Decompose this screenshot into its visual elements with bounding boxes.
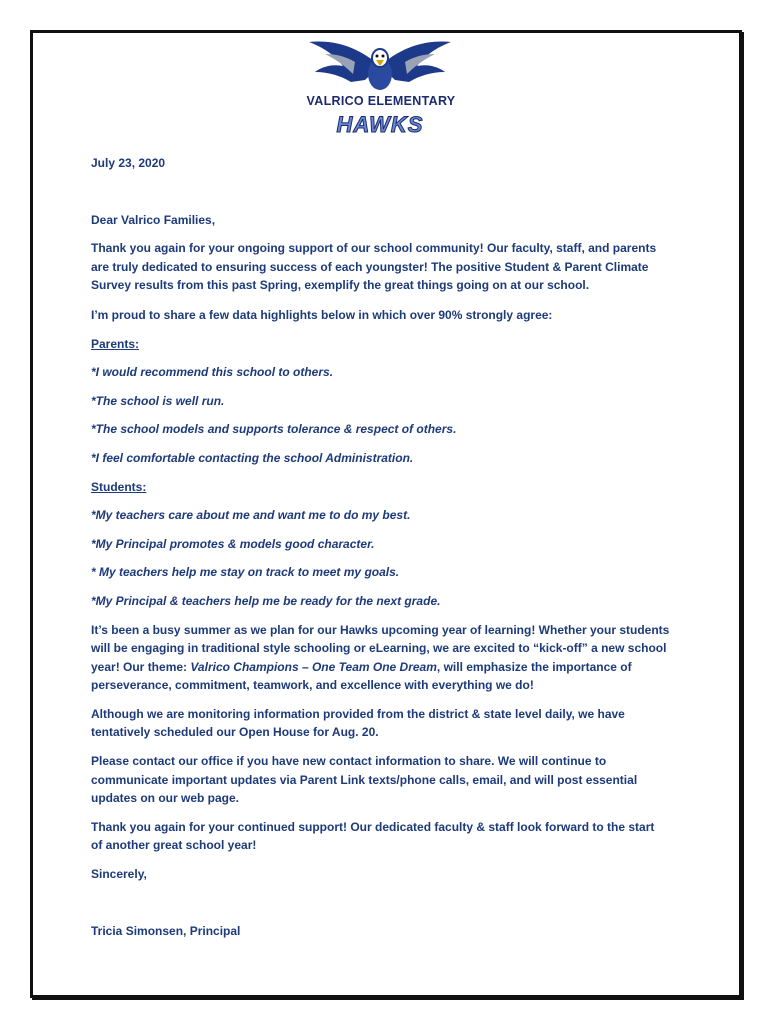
closing: Sincerely,: [91, 867, 147, 882]
students-item: * My teachers help me stay on track to meet my goals.: [91, 565, 400, 580]
contact-line: Please contact our office if you have new contact information to share. We will continue to: [91, 754, 607, 769]
contact-line: communicate important updates via Parent Link texts/phone calls, email, and will post essential: [91, 772, 638, 787]
students-item: *My Principal & teachers help me be ready for the next grade.: [91, 593, 441, 608]
summer-line: perseverance, commitment, teamwork, and excellence with everything we do!: [91, 678, 534, 693]
parents-heading: Parents:: [91, 336, 140, 351]
letter-date: July 23, 2020: [91, 156, 166, 170]
team-name: HAWKS: [336, 112, 424, 137]
intro-line: are truly dedicated to ensuring success of each youngster! The positive Student & Parent Climate: [91, 259, 649, 274]
summer-paragraph: [91, 621, 691, 695]
parents-item: *I would recommend this school to others.: [91, 365, 334, 380]
signature: Tricia Simonsen, Principal: [91, 923, 241, 938]
school-name: VALRICO ELEMENTARY: [306, 94, 456, 108]
parents-item: *The school models and supports tolerance & respect of others.: [91, 422, 457, 437]
intro-line: Survey results from this past Spring, exemplify the great things going on at our school.: [91, 278, 590, 293]
open-house-line: Although we are monitoring information provided from the district & state level daily, we have: [91, 706, 625, 721]
intro-line: Thank you again for your ongoing support of our school community! Our faculty, staff, and parents: [91, 241, 657, 256]
thanks-line: of another great school year!: [91, 838, 257, 853]
school-theme: Valrico Champions – One Team One Dream: [190, 659, 437, 674]
parents-item: *I feel comfortable contacting the school Administration.: [91, 450, 414, 465]
summer-text: year! Our theme:: [91, 659, 191, 674]
summer-line: [91, 658, 691, 677]
salutation: Dear Valrico Families,: [91, 212, 216, 227]
letter-body: [91, 154, 691, 940]
school-logo: [295, 36, 465, 144]
contact-line: updates on our web page.: [91, 791, 240, 806]
students-item: *My teachers care about me and want me to do my best.: [91, 508, 411, 523]
students-heading: Students:: [91, 479, 147, 494]
thanks-paragraph: [91, 818, 691, 855]
summer-line: It’s been a busy summer as we plan for our Hawks upcoming year of learning! Whether your students: [91, 622, 670, 637]
open-house-line: tentatively scheduled our Open House for Aug. 20.: [91, 725, 379, 740]
highlights-intro: I’m proud to share a few data highlights below in which over 90% strongly agree:: [91, 307, 553, 322]
parents-item: *The school is well run.: [91, 393, 225, 408]
hawk-mascot-icon: [295, 36, 465, 96]
summer-line: will be engaging in traditional style schooling or eLearning, we are excited to “kick-off” a new school: [91, 641, 667, 656]
thanks-line: Thank you again for your continued support! Our dedicated faculty & staff look forward to the start: [91, 819, 655, 834]
summer-text: , will emphasize the importance of: [436, 659, 632, 674]
students-item: *My Principal promotes & models good character.: [91, 536, 375, 551]
contact-paragraph: [91, 752, 691, 808]
intro-paragraph: [91, 239, 691, 295]
open-house-paragraph: [91, 705, 691, 742]
